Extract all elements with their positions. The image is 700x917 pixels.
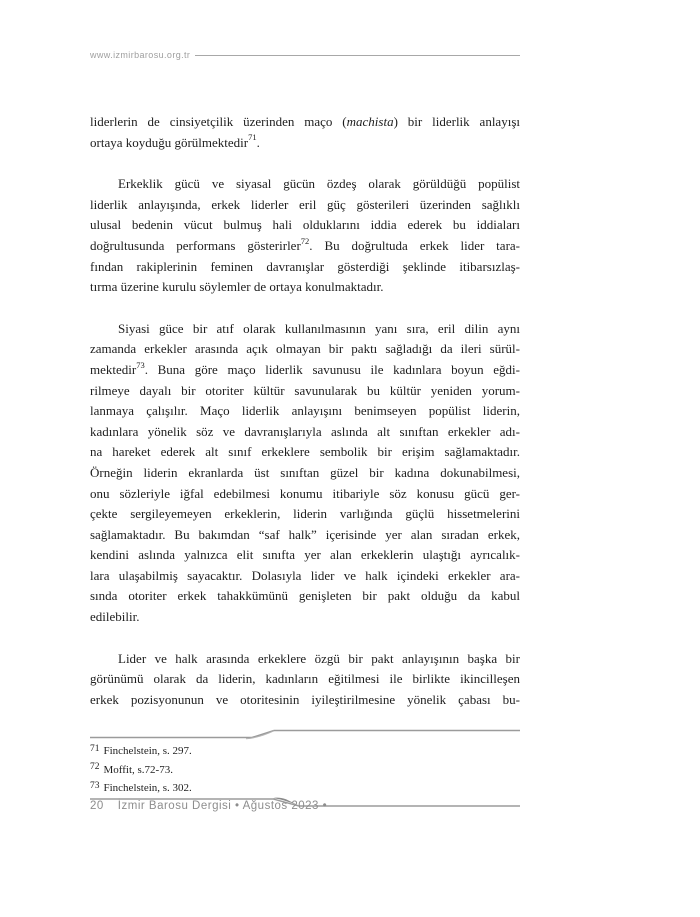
paragraph (90, 649, 520, 711)
footnote-divider (90, 726, 520, 742)
text-line: görünümü olarak da liderin, kadınların eğitilmesi ile birlikte ikincilleşen (90, 671, 520, 687)
text-line: kadınlara yönelik söz ve davranışlarıyla aslında alt sınıftan erkekler adı- (90, 423, 520, 439)
text-line: tırma üzerine kurulu söylemler de ortaya konulmaktadır. (90, 279, 384, 295)
footnote (90, 761, 520, 780)
page-header (90, 48, 520, 62)
text-line: zamanda erkekler arasında açık olmayan bir paktı sağladığı da ileri sürül- (90, 341, 520, 357)
text-line: Örneğin liderin ekranlarda üst sınıftan güzel bir kadına dokunabilmesi, (90, 464, 520, 480)
text-line: Siyasi güce bir atıf olarak kullanılmasının yanı sıra, eril dilin aynı (118, 320, 520, 336)
text-line: liderlerin de cinsiyetçilik üzerinden maço (machista) bir liderlik anlayışı (90, 114, 520, 129)
text-line: mektedir$^{73}$. Buna göre maço liderlik savunusu ile kadınlara boyun eğdi- (90, 359, 520, 377)
text-line: ulusal bedenin vücut bulmuş hali olduklarını iddia ederek bu iddiaları (90, 217, 520, 233)
text-line: edilebilir. (90, 609, 140, 625)
text-line: onu sözleriyle iğfal edebilmesi konumu itibariyle söz konusu gücü ger- (90, 485, 520, 501)
header-url: www.izmirbarosu.org.tr (90, 50, 191, 60)
footnote (90, 742, 520, 761)
text-line: rilmeye dayalı bir otoriter kültür savunularak bu kültür yeniden yorum- (90, 382, 520, 398)
footer-journal-title: İzmir Barosu Dergisi • Ağustos 2023 • (117, 800, 328, 812)
footnote-number: 73 (90, 780, 100, 791)
paragraph (90, 319, 520, 628)
footer-page-number: 20 (90, 800, 104, 812)
footnote-text: Finchelstein, s. 297. (103, 745, 192, 757)
text-line: Erkeklik gücü ve siyasal gücün özdeş olarak görüldüğü popülist (118, 176, 520, 192)
text-line: sağlamaktadır. Bu bakımdan “saf halk” içerisinde yer alan sıradan erkek, (90, 526, 520, 542)
text-line: fından rakiplerinin feminen davranışlar gösterdiği şeklinde itibarsızlaş- (90, 258, 520, 274)
text-line: doğrultusunda performans gösterirler$^{72}$. Bu doğrultuda erkek lider tara- (90, 235, 520, 253)
text-line: kendini aslında yalnızca elit sınıfta yer alan erkeklerin ulaştığı ayrıcalık- (90, 547, 520, 563)
text-line: Lider ve halk arasında erkeklere özgü bir pakt anlayışının başka bir (118, 650, 520, 666)
paragraph (90, 174, 520, 298)
header-rule (195, 55, 520, 56)
text-line: çekte sergileyemeyen erkeklerin, liderin varlığında güçlü hissetmelerini (90, 506, 520, 522)
footnote-text: Moffit, s.72-73. (103, 763, 173, 776)
text-line: liderlik anlayışında, erkek liderler eril güç gösterileri üzerinden sağlıklı (90, 196, 520, 212)
text-line: lara ulaşabilmiş sayacaktır. Dolasıyla lider ve halk içindeki erkekler ara- (90, 567, 520, 583)
footnotes (90, 742, 520, 798)
page-footer (90, 800, 520, 812)
text-line: sında otoriter erkek tahakkümünü genişleten bir pakt olduğu da kabul (90, 588, 520, 604)
text-line: lanmaya çalışılır. Maço liderlik anlayışını benimseyen popülist liderin, (90, 403, 520, 419)
text-line: erkek pozisyonunun ve otoritesinin iyileştirilmesine yönelik çabası bu- (90, 691, 520, 707)
footnote-number: 72 (90, 762, 100, 772)
text-line: na hareket ederek alt sınıf erkeklere sembolik bir erişim sağlamaktadır. (90, 444, 520, 460)
article-body (90, 112, 520, 710)
footnote-text: Finchelstein, s. 302. (103, 782, 192, 794)
text-line: ortaya koyduğu görülmektedir$^{71}$. (90, 132, 260, 150)
footnote-number: 71 (90, 743, 100, 754)
paragraph (90, 112, 520, 153)
